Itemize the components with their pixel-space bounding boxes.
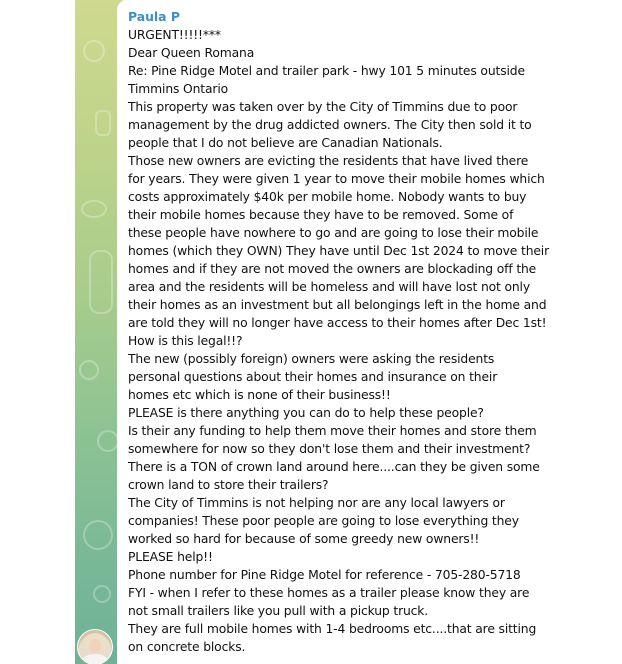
- message-line: crown land to store their trailers?: [128, 478, 329, 492]
- message-line: There is a TON of crown land around here....can they be given some: [128, 460, 540, 474]
- message-line: URGENT!!!!!***: [128, 28, 221, 42]
- message-line: people that I do not believe are Canadian Nationals.: [128, 136, 443, 150]
- message-line: are told they will no longer have access to their homes after Dec 1st!: [128, 316, 547, 330]
- message-line: area and the residents will be homeless and will have lost not only: [128, 280, 530, 294]
- avatar-shirt: [82, 654, 108, 664]
- message-line: PLEASE help!!: [128, 550, 213, 564]
- message-line: Is their any funding to help them move their homes and store them: [128, 424, 537, 438]
- message-line: personal questions about their homes and insurance on their: [128, 370, 498, 384]
- message-line: FYI - when I refer to these homes as a trailer please know they are: [128, 586, 530, 600]
- chat-wallpaper: [75, 0, 123, 664]
- message-line: their homes as an investment but all belongings left in the home and: [128, 298, 547, 312]
- message-line: PLEASE is there anything you can do to help these people?: [128, 406, 484, 420]
- message-line: This property was taken over by the City of Timmins due to poor: [128, 100, 518, 114]
- message-line: on concrete blocks.: [128, 640, 246, 654]
- message-line: Those new owners are evicting the residents that have lived there: [128, 154, 529, 168]
- message-line: homes (which they OWN) They have until Dec 1st 2024 to move their: [128, 244, 550, 258]
- message-line: for years. They were given 1 year to move their mobile homes which: [128, 172, 545, 186]
- message-line: homes etc which is none of their business!!: [128, 388, 391, 402]
- message-line: costs approximately $40k per mobile home. Nobody wants to buy: [128, 190, 527, 204]
- message-line: management by the drug addicted owners. The City then sold it to: [128, 118, 532, 132]
- message-line: somewhere for now so they don't lose them and their investment?: [128, 442, 531, 456]
- message-line: Dear Queen Romana: [128, 46, 255, 60]
- message-bubble: [117, 0, 550, 664]
- message-text: [128, 26, 550, 656]
- message-line: companies! These poor people are going to lose everything they: [128, 514, 519, 528]
- message-line: How is this legal!!?: [128, 334, 243, 348]
- message-line: Phone number for Pine Ridge Motel for reference - 705-280-5718: [128, 568, 521, 582]
- message-line: homes and if they are not moved the owners are blockading off the: [128, 262, 537, 276]
- sender-avatar[interactable]: [77, 629, 113, 664]
- message-line: They are full mobile homes with 1-4 bedrooms etc....that are sitting: [128, 622, 537, 636]
- message-line: these people have nowhere to go and are going to lose their mobile: [128, 226, 539, 240]
- avatar-face: [89, 639, 101, 653]
- message-line: The City of Timmins is not helping nor are any local lawyers or: [128, 496, 505, 510]
- message-line: worked so hard for because of some greedy new owners!!: [128, 532, 480, 546]
- message-line: Timmins Ontario: [128, 82, 228, 96]
- message-line: The new (possibly foreign) owners were asking the residents: [128, 352, 495, 366]
- sender-name[interactable]: Paula P: [128, 9, 180, 24]
- message-line: not small trailers like you pull with a pickup truck.: [128, 604, 429, 618]
- message-line: Re: Pine Ridge Motel and trailer park - hwy 101 5 minutes outside: [128, 64, 525, 78]
- message-line: their mobile homes because they have to be removed. Some of: [128, 208, 514, 222]
